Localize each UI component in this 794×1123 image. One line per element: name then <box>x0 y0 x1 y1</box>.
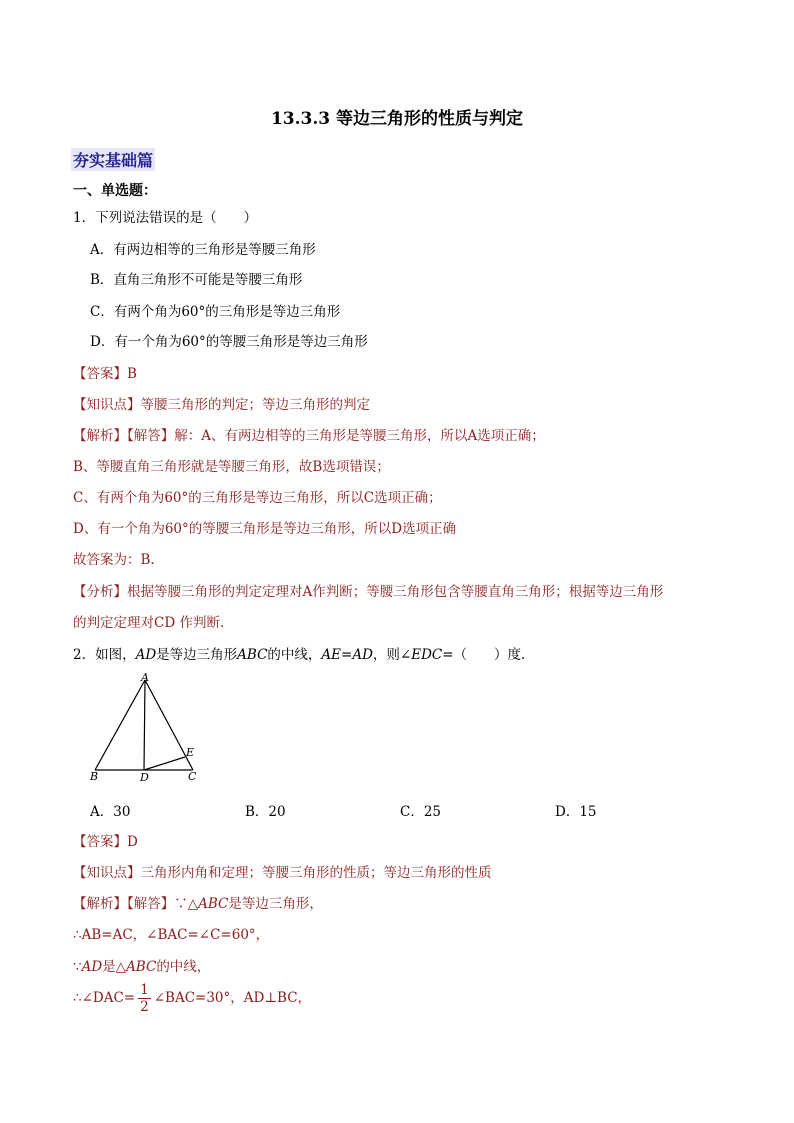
q1-option-d: D．有一个角为60°的等腰三角形是等边三角形 <box>90 334 368 350</box>
q1-analysis-line: B、等腰直角三角形就是等腰三角形，故B选项错误； <box>73 459 390 475</box>
q2-analysis-head: 【解析】【解答】∵△ABC是等边三角形， <box>73 896 323 912</box>
q2-option-c: C．25 <box>400 804 442 820</box>
q1-answer: 【答案】B <box>73 366 137 382</box>
q1-option-b: B．直角三角形不可能是等腰三角形 <box>90 272 303 288</box>
q2-option-b: B．20 <box>245 804 286 820</box>
q1-knowledge: 【知识点】等腰三角形的判定；等边三角形的判定 <box>73 397 370 413</box>
q1-option-c: C．有两个角为60°的三角形是等边三角形 <box>90 304 341 320</box>
q1-fenxi-line: 的判定定理对CD 作判断. <box>73 615 225 631</box>
q1-analysis-line: C、有两个角为60°的三角形是等边三角形，所以C选项正确； <box>73 490 442 506</box>
label-c: C <box>188 770 197 783</box>
q1-fenxi-line: 【分析】根据等腰三角形的判定定理对A作判断；等腰三角形包含等腰直角三角形；根据等边三角形 <box>73 584 664 600</box>
q1-analysis-line: D、有一个角为60°的等腰三角形是等边三角形，所以D选项正确 <box>73 521 457 537</box>
section-heading: 夯实基础篇 <box>71 148 155 171</box>
fraction-half: $\frac{1}{2}$ <box>140 982 149 1015</box>
side-ab <box>95 680 145 770</box>
label-a: A <box>141 672 149 684</box>
label-b: B <box>90 770 99 783</box>
q2-step-1: ∴AB=AC，∠BAC=∠C=60°， <box>73 927 270 943</box>
q2-answer: 【答案】D <box>73 834 138 850</box>
label-e: E <box>186 746 195 759</box>
q2-stem: 2．如图，AD是等边三角形ABC的中线，AE=AD，则∠EDC=（ ）度． <box>73 647 535 663</box>
median-ad <box>144 680 145 770</box>
page-title: 13.3.3 等边三角形的性质与判定 <box>270 109 524 129</box>
q1-stem: 1．下列说法错误的是（ ） <box>73 210 258 226</box>
q1-conclusion: 故答案为：B. <box>73 552 155 568</box>
segment-de <box>144 757 185 770</box>
q1-analysis-line: 【解析】【解答】解：A、有两边相等的三角形是等腰三角形，所以A选项正确； <box>73 428 545 444</box>
part-heading: 一、单选题： <box>73 183 157 199</box>
triangle-figure <box>85 672 200 784</box>
q2-option-d: D．15 <box>555 804 597 820</box>
q2-knowledge: 【知识点】三角形内角和定理；等腰三角形的性质；等边三角形的性质 <box>73 865 492 881</box>
q2-step-3: ∴∠DAC= $\frac{1}{2}$ ∠BAC=30°，AD⊥BC， <box>73 982 312 1015</box>
q2-step-2: ∵AD是△ABC的中线， <box>73 959 211 975</box>
q2-option-a: A．30 <box>90 804 131 820</box>
q1-option-a: A．有两边相等的三角形是等腰三角形 <box>90 242 316 258</box>
label-d: D <box>140 771 149 784</box>
